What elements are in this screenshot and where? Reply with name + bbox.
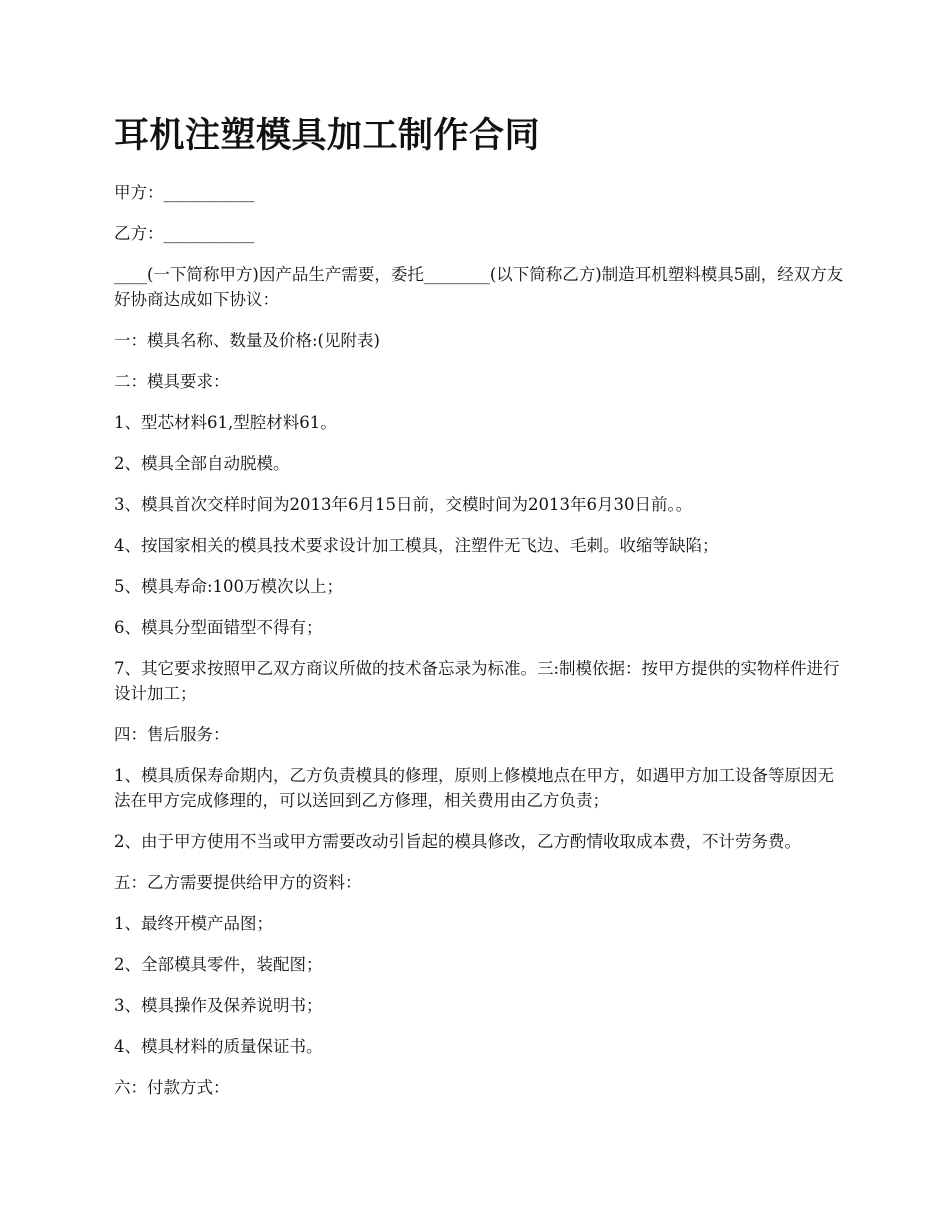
clause-item: 4、按国家相关的模具技术要求设计加工模具，注塑件无飞边、毛刺。收缩等缺陷； xyxy=(114,536,719,555)
section-heading-4: 四：售后服务： xyxy=(114,725,230,744)
clause-item: 2、全部模具零件，装配图； xyxy=(114,955,323,974)
clause-item: 5、模具寿命:100万模次以上； xyxy=(114,577,344,596)
clause-item: 6、模具分型面错型不得有； xyxy=(114,618,323,637)
clause-item: 2、模具全部自动脱模。 xyxy=(114,454,290,473)
paragraph-party-b: 乙方：___________ xyxy=(114,224,255,243)
clause-item: 4、模具材料的质量保证书。 xyxy=(114,1037,323,1056)
section-heading-2: 二：模具要求： xyxy=(114,372,230,391)
clause-item: 7、其它要求按照甲乙双方商议所做的技术备忘录为标准。三:制模依据：按甲方提供的实物样件进行设计加工； xyxy=(114,659,840,703)
document-title: 耳机注塑模具加工制作合同 xyxy=(114,116,541,156)
document-body xyxy=(114,180,844,1100)
clause-item: 2、由于甲方使用不当或甲方需要改动引旨起的模具修改，乙方酌情收取成本费，不计劳务费。 xyxy=(114,832,801,851)
section-heading-6: 六：付款方式： xyxy=(114,1078,230,1097)
clause-item: 1、模具质保寿命期内，乙方负责模具的修理，原则上修模地点在甲方，如遇甲方加工设备等原因无法在甲方完成修理的，可以送回到乙方修理，相关费用由乙方负责； xyxy=(114,766,834,810)
clause-item: 3、模具操作及保养说明书； xyxy=(114,996,323,1015)
paragraph-preamble: ____(一下简称甲方)因产品生产需要，委托________(以下简称乙方)制造耳机塑料模具5副，经双方友好协商达成如下协议： xyxy=(114,265,844,309)
clause-item: 1、最终开模产品图； xyxy=(114,914,273,933)
section-heading-1: 一：模具名称、数量及价格:(见附表) xyxy=(114,331,380,350)
clause-item: 3、模具首次交样时间为2013年6月15日前，交模时间为2013年6月30日前。。 xyxy=(114,495,693,514)
section-heading-5: 五：乙方需要提供给甲方的资料： xyxy=(114,873,362,892)
clause-item: 1、型芯材料61,型腔材料61。 xyxy=(114,413,337,432)
document-page xyxy=(114,112,844,1116)
paragraph-party-a: 甲方：___________ xyxy=(114,183,255,202)
